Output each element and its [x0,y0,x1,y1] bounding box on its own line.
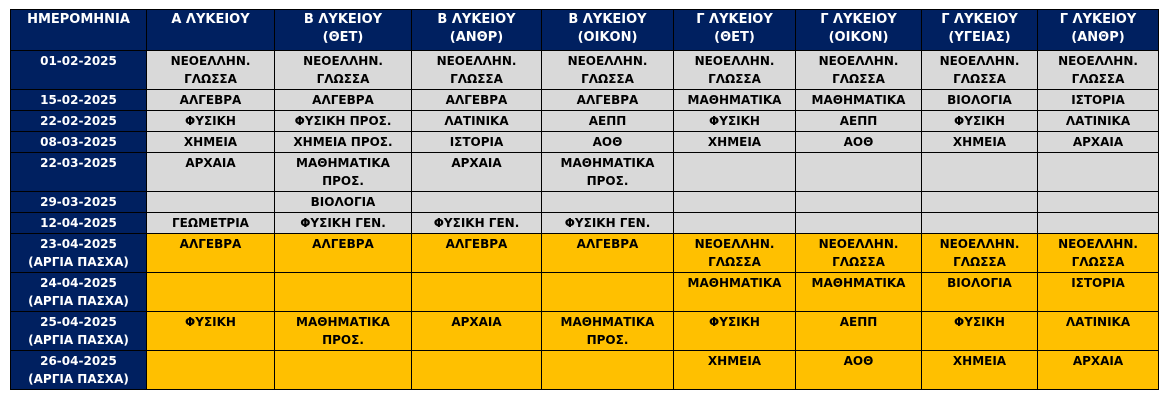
column-header-date: ΗΜΕΡΟΜΗΝΙΑ [11,10,147,51]
exam-subject-cell [922,213,1038,234]
exam-subject-cell: ΑΡΧΑΙΑ [412,153,542,192]
column-header-class: Β ΛΥΚΕΙΟΥ (ΑΝΘΡ) [412,10,542,51]
table-row [11,111,1159,132]
exam-subject-cell [147,273,275,312]
exam-subject-cell: ΜΑΘΗΜΑΤΙΚΑ [796,273,922,312]
exam-subject-cell: ΑΛΓΕΒΡΑ [542,234,674,273]
exam-subject-cell: ΦΥΣΙΚΗ [674,111,796,132]
exam-subject-cell: ΑΡΧΑΙΑ [412,312,542,351]
exam-subject-cell [147,351,275,390]
exam-subject-cell: ΑΛΓΕΒΡΑ [412,234,542,273]
date-cell: 25-04-2025 (ΑΡΓΙΑ ΠΑΣΧΑ) [11,312,147,351]
exam-subject-cell: ΛΑΤΙΝΙΚΑ [412,111,542,132]
exam-subject-cell [796,192,922,213]
exam-subject-cell: ΜΑΘΗΜΑΤΙΚΑ ΠΡΟΣ. [542,312,674,351]
table-row [11,153,1159,192]
exam-subject-cell [674,153,796,192]
exam-subject-cell: ΜΑΘΗΜΑΤΙΚΑ ΠΡΟΣ. [275,312,412,351]
column-header-class: Γ ΛΥΚΕΙΟΥ (ΘΕΤ) [674,10,796,51]
date-cell: 29-03-2025 [11,192,147,213]
exam-subject-cell: ΙΣΤΟΡΙΑ [1038,90,1159,111]
table-row [11,192,1159,213]
date-cell: 22-02-2025 [11,111,147,132]
exam-subject-cell [542,273,674,312]
exam-subject-cell [412,351,542,390]
exam-subject-cell: ΦΥΣΙΚΗ ΓΕΝ. [275,213,412,234]
table-row-holiday [11,273,1159,312]
exam-subject-cell: ΧΗΜΕΙΑ [147,132,275,153]
exam-subject-cell: ΝΕΟΕΛΛΗΝ. ΓΛΩΣΣΑ [147,51,275,90]
exam-subject-cell: ΝΕΟΕΛΛΗΝ. ΓΛΩΣΣΑ [1038,234,1159,273]
exam-subject-cell: ΦΥΣΙΚΗ [922,111,1038,132]
exam-subject-cell: ΜΑΘΗΜΑΤΙΚΑ ΠΡΟΣ. [275,153,412,192]
date-cell: 15-02-2025 [11,90,147,111]
exam-subject-cell: ΑΡΧΑΙΑ [147,153,275,192]
exam-subject-cell: ΛΑΤΙΝΙΚΑ [1038,312,1159,351]
header-row [11,10,1159,51]
exam-subject-cell: ΒΙΟΛΟΓΙΑ [922,273,1038,312]
exam-subject-cell: ΑΛΓΕΒΡΑ [147,234,275,273]
table-row [11,132,1159,153]
exam-subject-cell: ΧΗΜΕΙΑ [922,132,1038,153]
column-header-class: Α ΛΥΚΕΙΟΥ [147,10,275,51]
exam-subject-cell: ΝΕΟΕΛΛΗΝ. ΓΛΩΣΣΑ [275,51,412,90]
exam-subject-cell: ΜΑΘΗΜΑΤΙΚΑ [796,90,922,111]
exam-subject-cell: ΦΥΣΙΚΗ [674,312,796,351]
exam-subject-cell: ΝΕΟΕΛΛΗΝ. ΓΛΩΣΣΑ [674,51,796,90]
exam-subject-cell [674,192,796,213]
exam-subject-cell: ΑΟΘ [542,132,674,153]
column-header-class: Β ΛΥΚΕΙΟΥ (ΟΙΚΟΝ) [542,10,674,51]
exam-subject-cell: ΝΕΟΕΛΛΗΝ. ΓΛΩΣΣΑ [412,51,542,90]
exam-subject-cell: ΙΣΤΟΡΙΑ [412,132,542,153]
date-cell: 12-04-2025 [11,213,147,234]
exam-subject-cell: ΝΕΟΕΛΛΗΝ. ΓΛΩΣΣΑ [674,234,796,273]
exam-subject-cell [275,351,412,390]
exam-subject-cell [922,192,1038,213]
exam-subject-cell: ΑΕΠΠ [796,312,922,351]
exam-subject-cell [922,153,1038,192]
exam-subject-cell: ΝΕΟΕΛΛΗΝ. ΓΛΩΣΣΑ [542,51,674,90]
exam-subject-cell: ΝΕΟΕΛΛΗΝ. ΓΛΩΣΣΑ [922,234,1038,273]
table-body [11,51,1159,390]
exam-subject-cell [796,153,922,192]
exam-subject-cell: ΦΥΣΙΚΗ [147,111,275,132]
exam-subject-cell: ΒΙΟΛΟΓΙΑ [275,192,412,213]
exam-subject-cell: ΑΛΓΕΒΡΑ [275,90,412,111]
exam-subject-cell: ΦΥΣΙΚΗ [922,312,1038,351]
exam-subject-cell [412,192,542,213]
column-header-class: Γ ΛΥΚΕΙΟΥ (ΟΙΚΟΝ) [796,10,922,51]
exam-subject-cell: ΓΕΩΜΕΤΡΙΑ [147,213,275,234]
exam-subject-cell: ΜΑΘΗΜΑΤΙΚΑ [674,273,796,312]
exam-subject-cell: ΑΛΓΕΒΡΑ [542,90,674,111]
exam-subject-cell: ΙΣΤΟΡΙΑ [1038,273,1159,312]
table-row-holiday [11,234,1159,273]
exam-subject-cell: ΦΥΣΙΚΗ ΠΡΟΣ. [275,111,412,132]
exam-subject-cell: ΑΡΧΑΙΑ [1038,351,1159,390]
exam-subject-cell: ΑΛΓΕΒΡΑ [147,90,275,111]
exam-subject-cell: ΦΥΣΙΚΗ ΓΕΝ. [542,213,674,234]
exam-subject-cell: ΦΥΣΙΚΗ ΓΕΝ. [412,213,542,234]
exam-subject-cell [1038,153,1159,192]
table-row [11,213,1159,234]
exam-subject-cell [1038,213,1159,234]
exam-subject-cell: ΜΑΘΗΜΑΤΙΚΑ ΠΡΟΣ. [542,153,674,192]
date-cell: 08-03-2025 [11,132,147,153]
exam-subject-cell [147,192,275,213]
exam-subject-cell: ΑΕΠΠ [542,111,674,132]
column-header-class: Β ΛΥΚΕΙΟΥ (ΘΕΤ) [275,10,412,51]
exam-subject-cell: ΝΕΟΕΛΛΗΝ. ΓΛΩΣΣΑ [796,51,922,90]
exam-subject-cell [1038,192,1159,213]
exam-subject-cell: ΒΙΟΛΟΓΙΑ [922,90,1038,111]
table-row-holiday [11,312,1159,351]
column-header-class: Γ ΛΥΚΕΙΟΥ (ΥΓΕΙΑΣ) [922,10,1038,51]
exam-subject-cell [542,351,674,390]
date-cell: 01-02-2025 [11,51,147,90]
exam-subject-cell: ΧΗΜΕΙΑ [674,351,796,390]
exam-subject-cell: ΜΑΘΗΜΑΤΙΚΑ [674,90,796,111]
exam-subject-cell: ΑΛΓΕΒΡΑ [412,90,542,111]
exam-subject-cell: ΑΛΓΕΒΡΑ [275,234,412,273]
date-cell: 23-04-2025 (ΑΡΓΙΑ ΠΑΣΧΑ) [11,234,147,273]
date-cell: 22-03-2025 [11,153,147,192]
exam-subject-cell: ΑΕΠΠ [796,111,922,132]
table-row [11,90,1159,111]
exam-subject-cell [275,273,412,312]
table-row [11,51,1159,90]
date-cell: 26-04-2025 (ΑΡΓΙΑ ΠΑΣΧΑ) [11,351,147,390]
exam-subject-cell: ΑΡΧΑΙΑ [1038,132,1159,153]
exam-subject-cell: ΑΟΘ [796,132,922,153]
exam-subject-cell: ΧΗΜΕΙΑ [674,132,796,153]
exam-subject-cell [542,192,674,213]
exam-subject-cell: ΝΕΟΕΛΛΗΝ. ΓΛΩΣΣΑ [796,234,922,273]
exam-subject-cell [796,213,922,234]
date-cell: 24-04-2025 (ΑΡΓΙΑ ΠΑΣΧΑ) [11,273,147,312]
exam-subject-cell: ΧΗΜΕΙΑ [922,351,1038,390]
exam-subject-cell: ΛΑΤΙΝΙΚΑ [1038,111,1159,132]
exam-subject-cell: ΝΕΟΕΛΛΗΝ. ΓΛΩΣΣΑ [1038,51,1159,90]
exam-subject-cell: ΦΥΣΙΚΗ [147,312,275,351]
exam-subject-cell [674,213,796,234]
exam-subject-cell: ΧΗΜΕΙΑ ΠΡΟΣ. [275,132,412,153]
exam-schedule-table [10,9,1159,390]
exam-subject-cell: ΝΕΟΕΛΛΗΝ. ΓΛΩΣΣΑ [922,51,1038,90]
column-header-class: Γ ΛΥΚΕΙΟΥ (ΑΝΘΡ) [1038,10,1159,51]
exam-subject-cell: ΑΟΘ [796,351,922,390]
table-row-holiday [11,351,1159,390]
exam-subject-cell [412,273,542,312]
